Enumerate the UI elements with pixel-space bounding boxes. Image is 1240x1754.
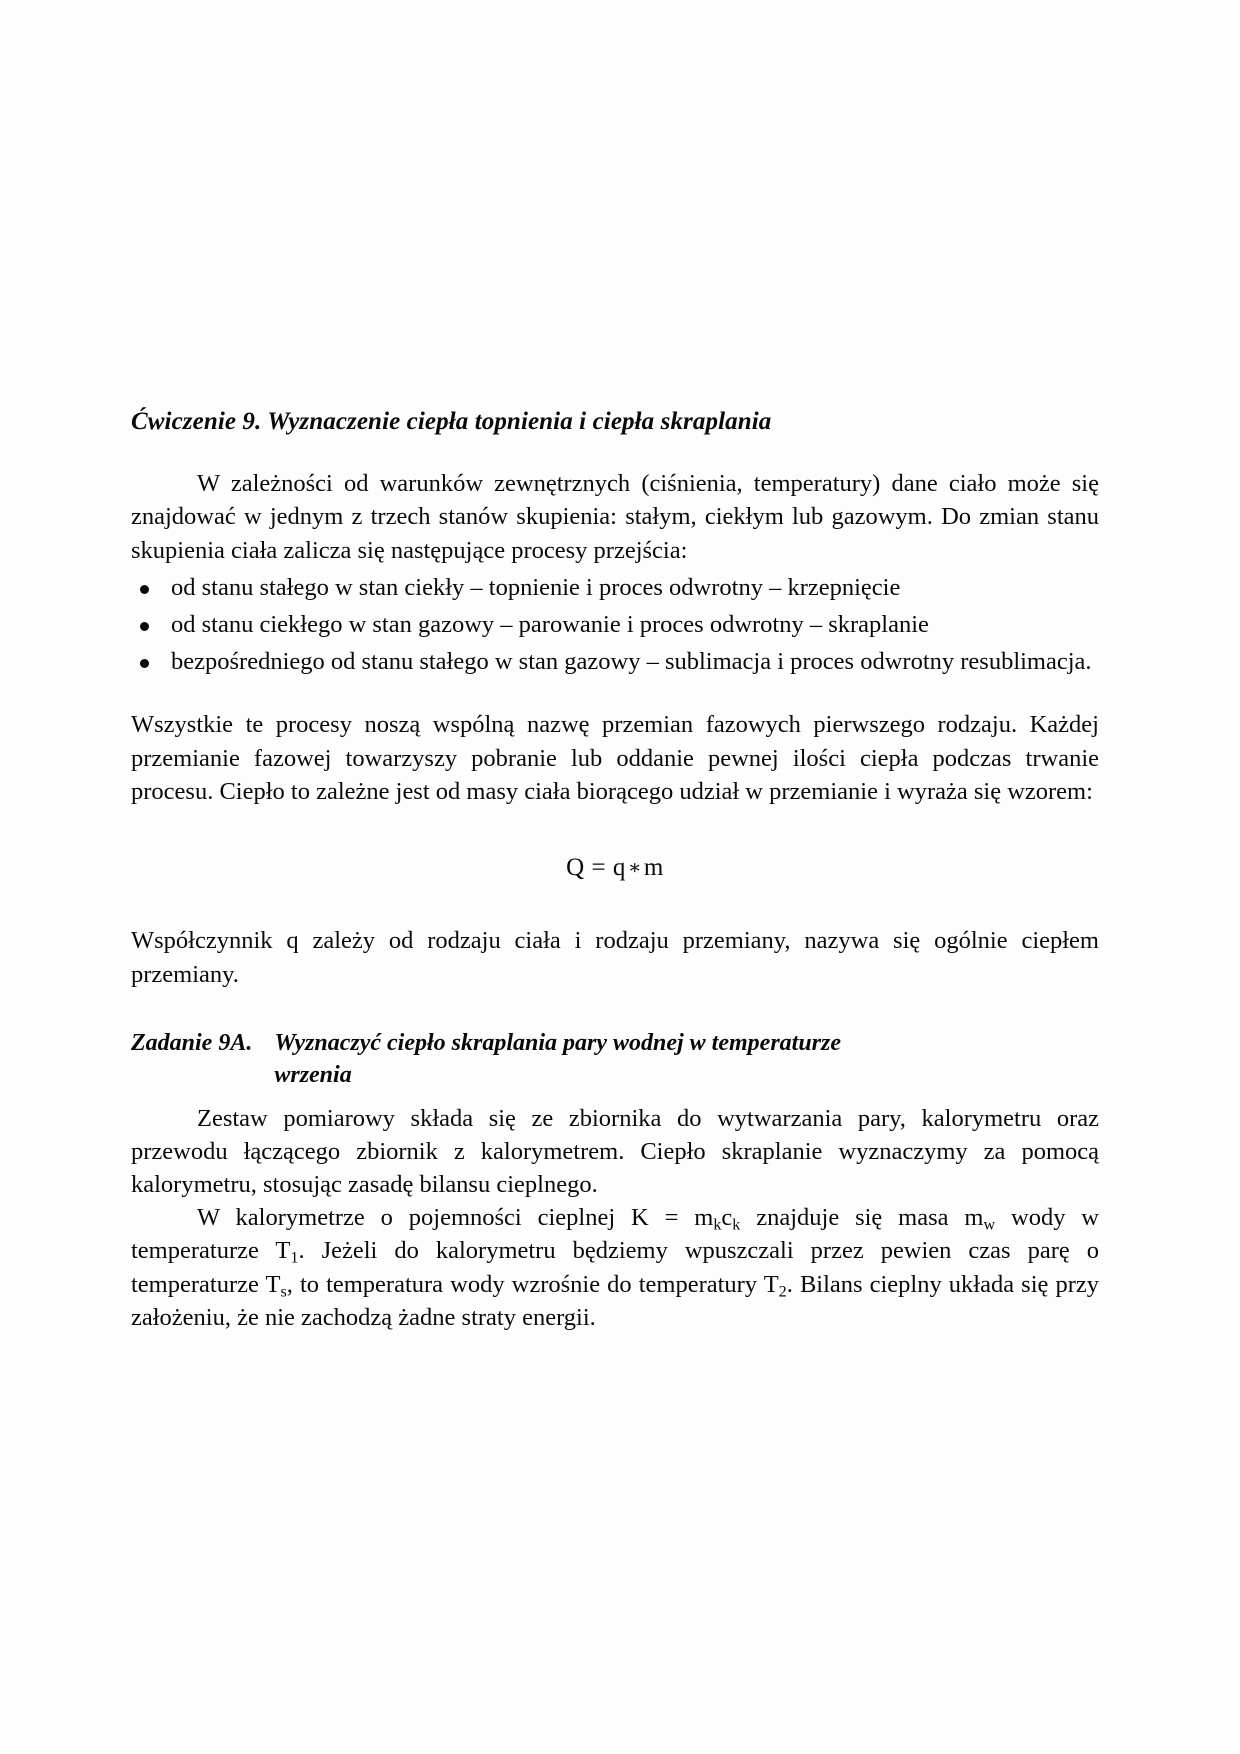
list-item: od stanu ciekłego w stan gazowy – parowanie i proces odwrotny – skraplanie [131,608,1099,641]
balance-text-4: wody w temperaturze T [131,1204,1100,1265]
task-title-line-1: Wyznaczyć ciepło skraplania pary wodnej w temperaturze [274,1029,842,1056]
subscript-w: w [983,1216,996,1234]
balance-text-7: . Bilans cieplny układa się przy założeniu, że nie zachodzą żadne straty energii. [131,1270,1099,1331]
formula-multiplication-operator: ∗ [627,856,642,879]
processes-paragraph: Wszystkie te procesy noszą wspólną nazwę przemian fazowych pierwszego rodzaju. Każdej przemianie fazowej towarzyszy pobranie lub oddanie pewnej ilości ciepła podczas trwanie procesu. Ciepło to zależne jest od masy ciała biorącego udział w przemianie i wyraża się wzorem: [131,711,1099,805]
subscript-s: s [280,1283,287,1301]
balance-text-6: , to temperatura wody wzrośnie do temperatury T [286,1270,779,1298]
formula-right-term-q: q [612,853,626,881]
balance-paragraph [131,1201,1099,1334]
task-title-line-2: wrzenia [274,1062,352,1089]
coefficient-paragraph: Współczynnik q zależy od rodzaju ciała i rodzaju przemiany, nazywa się ogólnie ciepłem przemiany. [131,927,1099,988]
balance-text-5: . Jeżeli do kalorymetru będziemy wpuszczali przez pewien czas parę o temperaturze T [131,1237,1099,1298]
formula-equals-sign: = [591,853,607,881]
formula-right-term-m: m [643,853,664,881]
balance-text-2: c [721,1204,733,1232]
intro-paragraph: W zależności od warunków zewnętrznych (ciśnienia, temperatury) dane ciało może się znajdować w jednym z trzech stanów skupienia: stałym, ciekłym lub gazowym. Do zmian stanu skupienia ciała zalicza się następujące procesy przejścia: [131,470,1099,564]
task-title [274,1027,1099,1092]
balance-text-3: znajduje się masa m [740,1204,984,1232]
task-heading [131,1027,1099,1092]
subscript-1: 1 [290,1249,299,1267]
page-content [131,406,1099,1334]
formula-left-term: Q [566,853,585,881]
subscript-2: 2 [778,1283,787,1301]
exercise-heading: Ćwiczenie 9. Wyznaczenie ciepła topnienia i ciepła skraplania [131,408,772,435]
subscript-k-1: k [713,1216,722,1234]
list-item: od stanu stałego w stan ciekły – topnienie i proces odwrotny – krzepnięcie [131,571,1099,604]
balance-text-1: W kalorymetrze o pojemności cieplnej K = m [197,1204,714,1232]
setup-paragraph: Zestaw pomiarowy składa się ze zbiornika do wytwarzania pary, kalorymetru oraz przewodu łączącego zbiornik z kalorymetrem. Ciepło skraplanie wyznaczymy za pomocą kalorymetru, stosując zasadę bilansu cieplnego. [131,1104,1099,1198]
subscript-k-2: k [732,1216,741,1234]
task-label: Zadanie 9A. [131,1029,253,1056]
phase-transition-list [131,571,1099,679]
list-item: bezpośredniego od stanu stałego w stan gazowy – sublimacja i proces odwrotny resublimacja. [131,645,1099,678]
heat-formula [131,852,1099,885]
